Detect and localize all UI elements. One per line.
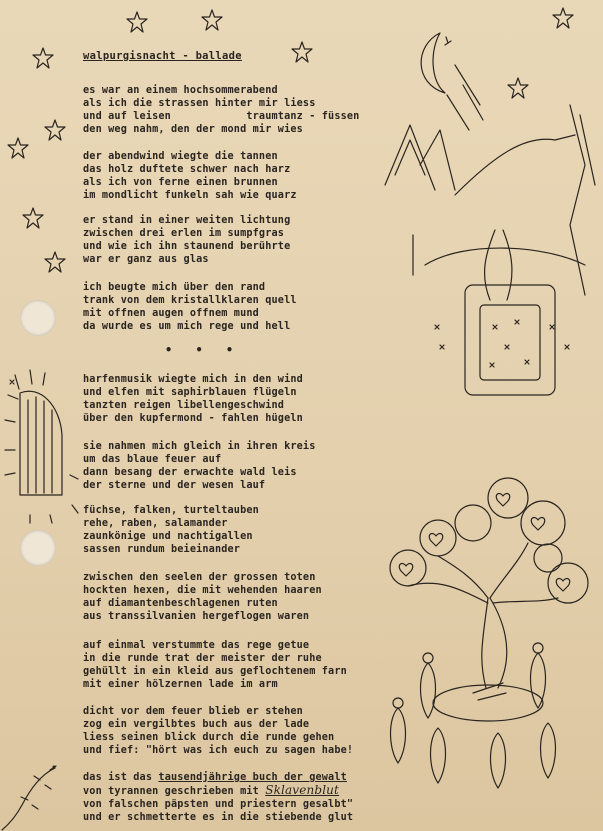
stanza-9: auf einmal verstummte das rege getue in die runde trat der meister der ruhe gehüllt in ein kleid aus geflochtenem farn mit einer hölzernen lade im arm bbox=[83, 640, 347, 691]
fairy-circle-drawing bbox=[391, 643, 556, 788]
heart-tree-drawing bbox=[378, 478, 593, 798]
salamander-drawing bbox=[0, 760, 70, 831]
stanza-4: ich beugte mich über den rand trank von dem kristallklaren quell mit offnen augen offnem mund da wurde es um mich rege und hell bbox=[83, 282, 297, 333]
stanza-6: sie nahmen mich gleich in ihren kreis um das blaue feuer auf dann besang der erwachte wald leis der sterne und der wesen lauf bbox=[83, 441, 316, 492]
harp-drawing bbox=[0, 365, 80, 525]
stanza-10: dicht vor dem feuer blieb er stehen zog ein vergilbtes buch aus der lade liess seinen blick durch die runde gehen und fief: "hört was ich euch zu sagen habe! bbox=[83, 706, 354, 757]
section-separator: • • • bbox=[165, 343, 242, 357]
stanza-11: das ist das tausendjährige buch der gewalt von tyrannen geschrieben mit Sklavenblut von falschen päpsten und priestern gesalbt" und er schmetterte es in die stiebende glut bbox=[83, 772, 354, 824]
crescent-moon-icon bbox=[421, 33, 445, 93]
punch-hole bbox=[20, 300, 56, 336]
poem-title: walpurgisnacht - ballade bbox=[83, 50, 242, 62]
stanza-1: es war an einem hochsommerabend als ich die strassen hinter mir liess und auf leisen traumtanz - füssen den weg nahm, den der mond mir wies bbox=[83, 85, 360, 136]
stanza-2: der abendwind wiegte die tannen das holz duftete schwer nach harz als ich von ferne einen brunnen im mondlicht funkeln sah wie quarz bbox=[83, 151, 297, 202]
punch-hole bbox=[20, 530, 56, 566]
stanza-7: füchse, falken, turteltauben rehe, raben, salamander zaunkönige und nachtigallen sassen rundum beieinander bbox=[83, 505, 259, 556]
stanza-3: er stand in einer weiten lichtung zwischen drei erlen im sumpfgras und wie ich ihn staunend berührte war er ganz aus glas bbox=[83, 215, 291, 266]
underlined-phrase: tausendjährige buch der gewalt bbox=[158, 772, 347, 783]
stanza-8: zwischen den seelen der grossen toten hockten hexen, die mit wehenden haaren auf diamantenbeschlagenen ruten aus transsilvanien hergeflogen waren bbox=[83, 572, 322, 623]
stanza-5: harfenmusik wiegte mich in den wind und elfen mit saphirblauen flügeln tanzten reigen libellengeschwind über den kupfermond - fahlen hügeln bbox=[83, 374, 303, 425]
handwritten-word: Sklavenblut bbox=[265, 783, 340, 798]
glass-fountain-drawing bbox=[385, 25, 603, 415]
